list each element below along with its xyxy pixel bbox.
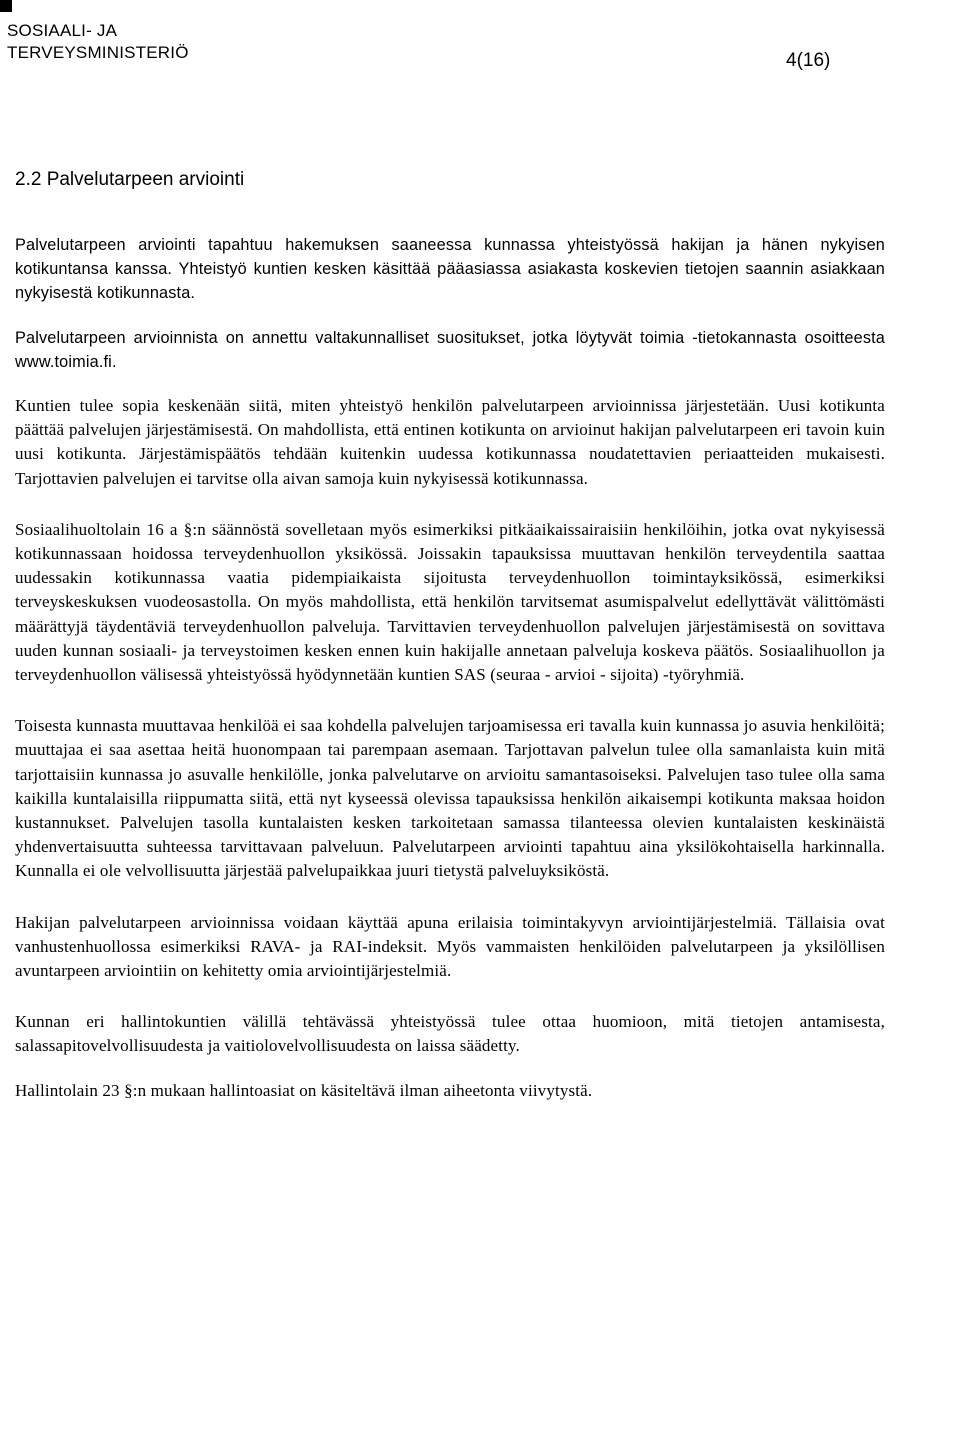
ministry-name-line2: TERVEYSMINISTERIÖ	[7, 43, 189, 62]
section-title: 2.2 Palvelutarpeen arviointi	[15, 169, 245, 190]
document-body	[15, 233, 885, 1123]
paragraph-6: Hakijan palvelutarpeen arvioinnissa voidaan käyttää apuna erilaisia toimintakyvyn arviointijärjestelmiä. Tällaisia ovat vanhustenhuollossa esimerkiksi RAVA- ja RAI-indeksit. Myös vammaisten henkilöiden palvelutarpeen ja yksilöllisen avuntarpeen arviointiin on kehitetty omia arviointijärjestelmiä.	[15, 912, 885, 981]
paragraph-2: Palvelutarpeen arvioinnista on annettu valtakunnalliset suositukset, jotka löytyvät toimia -tietokannasta osoitteesta www.toimia.fi.	[15, 328, 885, 371]
paragraph-8: Hallintolain 23 §:n mukaan hallintoasiat on käsiteltävä ilman aiheetonta viivytystä.	[15, 1080, 593, 1100]
logo-mark	[0, 0, 12, 12]
paragraph-3: Kuntien tulee sopia keskenään siitä, miten yhteistyö henkilön palvelutarpeen arvioinnissa järjestetään. Uusi kotikunta päättää palvelujen järjestämisestä. On mahdollista, että entinen kotikunta on arvioinut hakijan palvelutarpeen eri tavoin kuin uusi kotikunta. Järjestämispäätös tehdään kuitenkin uudessa kotikunnassa noudatettavien periaatteiden mukaisesti. Tarjottavien palvelujen ei tarvitse olla aivan samoja kuin nykyisessä kotikunnassa.	[15, 396, 885, 488]
paragraph-4: Sosiaalihuoltolain 16 a §:n säännöstä sovelletaan myös esimerkiksi pitkäaikaissairaisiin henkilöihin, jotka ovat nykyisessä kotikunnassaan hoidossa terveydenhuollon yksikössä. Joissakin tapauksissa muuttavan henkilön terveydentila saattaa uudessakin kotikunnassa vaatia pidempiaikaista sijoitusta terveydenhuollon toimintayksikössä, esimerkiksi terveyskeskuksen vuodeosastolla. On myös mahdollista, että henkilön tarvitsemat asumispalvelut edellyttävät välittömästi määrättyjä täydentäviä terveydenhuollon palveluja. Tarvittavien terveydenhuollon palvelujen järjestämisestä on sovittava uuden kunnan sosiaali- ja terveystoimen kesken ennen kuin hakijalle annetaan palveluja koskeva päätös. Sosiaalihuollon ja terveydenhuollon välisessä yhteistyössä hyödynnetään kuntien SAS (seuraa - arvioi - sijoita) -työryhmiä.	[15, 519, 885, 685]
ministry-name-line1: SOSIAALI- JA	[7, 21, 118, 40]
paragraph-5: Toisesta kunnasta muuttavaa henkilöä ei saa kohdella palvelujen tarjoamisessa eri tavalla kuin kunnassa jo asuvia henkilöitä; muuttajaa ei saa asettaa heitä huonompaan tai parempaan asemaan. Tarjottavan palvelun tulee olla samanlaista kuin mitä tarjottaisiin kunnassa jo asuvalle henkilölle, jonka palvelutarve on arvioitu samantasoiseksi. Palvelujen taso tulee olla sama kaikilla kuntalaisilla riippumatta siitä, että nyt kyseessä olevissa tapauksissa henkilön aikaisempi kotikunta maksaa hoidon kustannukset. Palvelujen tasolla kuntalaisten kesken tarkoitetaan samassa tilanteessa olevien kuntalaisten keskinäistä yhdenvertaisuutta suhteessa tarvittavaan palveluun. Palvelutarpeen arviointi tapahtuu aina yksilökohtaisella harkinnalla. Kunnalla ei ole velvollisuutta järjestää palvelupaikkaa juuri tietystä palveluyksiköstä.	[15, 716, 885, 881]
ministry-name	[7, 20, 189, 64]
page-number: 4(16)	[786, 50, 831, 71]
paragraph-7: Kunnan eri hallintokuntien välillä tehtävässä yhteistyössä tulee ottaa huomioon, mitä tietojen antamisesta, salassapitovelvollisuudesta ja vaitiolovelvollisuudesta on laissa säädetty.	[15, 1012, 885, 1056]
paragraph-1: Palvelutarpeen arviointi tapahtuu hakemuksen saaneessa kunnassa yhteistyössä hakijan ja hänen nykyisen kotikuntansa kanssa. Yhteistyö kuntien kesken käsittää pääasiassa asiakasta koskevien tietojen saannin asiakkaan nykyisestä kotikunnasta.	[15, 236, 885, 303]
